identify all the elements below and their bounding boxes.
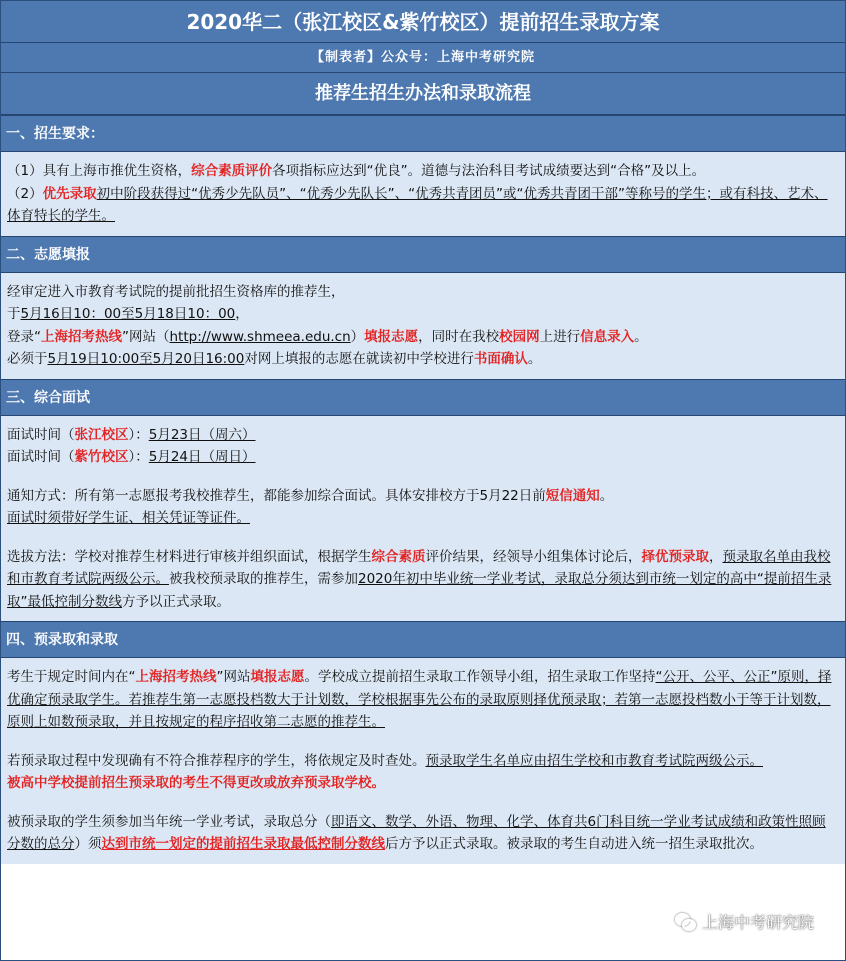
- text-segment: 。: [599, 487, 614, 504]
- text-segment: 5月23日（周六）: [148, 426, 256, 443]
- text-segment: 考生于规定时间内在“: [7, 669, 136, 685]
- document-title: 2020华二（张江校区&紫竹校区）提前招生录取方案: [1, 1, 845, 43]
- paragraph: [7, 160, 837, 183]
- section-header-interview: 三、综合面试: [1, 379, 845, 416]
- text-segment: 经审定进入市教育考试院的提前批招生资格库的推荐生，: [7, 283, 345, 300]
- text-segment: 。学校成立提前招生录取工作领导小组，招生录取工作坚持: [304, 669, 656, 685]
- text-segment: 择优预录取: [641, 548, 709, 565]
- paragraph-gap: [7, 530, 837, 546]
- text-segment: 被高中学校提前招生预录取的考生不得更改或放弃预录取学校。: [7, 775, 385, 791]
- section-application: [1, 236, 845, 379]
- text-segment: ”网站: [216, 669, 251, 685]
- paragraph-gap: [7, 795, 837, 811]
- text-segment: 5月24日（周日）: [148, 449, 256, 465]
- text-segment: 被预录取的学生须参加当年统一学业考试，录取总分（: [7, 813, 331, 830]
- text-segment: 预录取学生名单应由招生学校和市教育考试院两级公示。: [425, 752, 763, 769]
- text-segment: 。: [527, 351, 542, 367]
- text-segment: 填报志愿: [250, 669, 305, 685]
- watermark-text: 上海中考研究院: [701, 913, 814, 932]
- text-segment: 达到市统一划定的提前招生录取最低控制分数线: [101, 836, 385, 852]
- text-segment: 必须于: [7, 351, 48, 367]
- text-segment: 方予以正式录取。: [122, 593, 230, 610]
- paragraph: [7, 772, 837, 795]
- text-segment: 若推荐生第一志愿投档数大于计划数，学校根据事先公布的录取原则择优预录取；若第一志愿投档数小于等于计划数，原则上如数预录取，并且按规定的程序招收第二志愿的推荐生。: [7, 691, 831, 730]
- text-segment: 综合素质: [371, 548, 426, 565]
- text-segment: 书面确认: [473, 351, 528, 367]
- text-segment: 被我校预录取的推荐生，需参加: [169, 571, 358, 587]
- text-segment: “公开、公平、公正”原则，择优确定预录取学生。: [7, 669, 832, 708]
- section-header-application: 二、志愿填报: [1, 236, 845, 273]
- section-header-admission: 四、预录取和录取: [1, 621, 845, 658]
- text-segment: 紫竹校区: [74, 449, 129, 465]
- text-segment: 上进行: [539, 328, 581, 345]
- paragraph: [7, 750, 837, 773]
- text-segment: 预录取名单由我校和市教育考试院两级公示。: [7, 548, 831, 587]
- text-segment: （1）具有上海市推优生资格，: [7, 163, 192, 179]
- text-segment: 即语文、数学、外语、物理、化学、体育共6门科目统一学业考试成绩和政策性照顾分数的总分: [7, 813, 826, 852]
- text-segment: 若预录取过程中发现确有不符合推荐程序的学生，将依规定及时查处。: [7, 752, 426, 769]
- paragraph: [7, 811, 837, 856]
- text-segment: 短信通知: [545, 487, 600, 504]
- paragraph: [7, 666, 837, 734]
- wechat-icon: [675, 913, 695, 931]
- paragraph: [7, 348, 837, 371]
- paragraph: [7, 424, 837, 447]
- watermark: [675, 910, 814, 933]
- text-segment: 信息录入: [580, 328, 635, 345]
- paragraph: [7, 446, 837, 469]
- section-requirements: [1, 115, 845, 236]
- text-segment: 面试时间（: [7, 449, 75, 465]
- text-segment: 选拔方法：学校对推荐生材料进行审核并组织面试，根据学生: [7, 548, 372, 565]
- text-segment: 5月19日10:00至5月20日16:00: [47, 351, 245, 367]
- text-segment: 于: [7, 306, 21, 322]
- text-segment: ，同时在我校: [418, 328, 500, 345]
- text-segment: 评价结果，经领导小组集体讨论后，: [425, 548, 642, 565]
- text-segment: 后方予以正式录取。被录取的考生自动进入统一招生录取批次。: [385, 836, 763, 852]
- paragraph-gap: [7, 469, 837, 485]
- text-segment: 初中阶段获得过“优秀少先队员”、“优秀少先队长”、“优秀共青团员”或“优秀共青团干部”等称号的学生；或有科技、艺术、体育特长的学生。: [7, 185, 828, 224]
- text-segment: ）须: [74, 836, 102, 852]
- text-segment: ）：: [128, 426, 149, 443]
- section-admission: [1, 621, 845, 864]
- text-segment: ”网站（: [122, 328, 170, 345]
- text-segment: 上海招考热线: [135, 669, 217, 685]
- paragraph: [7, 183, 837, 228]
- text-segment: 通知方式：所有第一志愿报考我校推荐生，都能参加综合面试。具体安排校方于5月22日前: [7, 487, 546, 504]
- paragraph-gap: [7, 734, 837, 750]
- text-segment: 5月16日10：00至5月18日10：00: [20, 306, 236, 322]
- section-interview: [1, 379, 845, 622]
- section-body-interview: [1, 416, 845, 622]
- text-segment: 登录“: [7, 328, 41, 345]
- paragraph: [7, 507, 837, 530]
- text-segment: 。: [634, 328, 648, 345]
- text-segment: 填报志愿: [364, 328, 419, 345]
- section-header-requirements: 一、招生要求：: [1, 115, 845, 152]
- text-segment: （2）: [7, 185, 43, 202]
- section-body-application: [1, 273, 845, 379]
- text-segment: ，: [235, 306, 249, 322]
- main-heading: 推荐生招生办法和录取流程: [1, 73, 845, 115]
- text-segment: 面试时间（: [7, 426, 75, 443]
- text-segment: http://www.shmeea.edu.cn: [169, 328, 351, 345]
- text-segment: 各项指标应达到“优良”。道德与法治科目考试成绩要达到“合格”及以上。: [272, 163, 706, 179]
- section-body-admission: [1, 658, 845, 864]
- paragraph: [7, 281, 837, 304]
- section-body-requirements: [1, 152, 845, 236]
- text-segment: 面试时须带好学生证、相关凭证等证件。: [7, 510, 250, 526]
- paragraph: [7, 326, 837, 349]
- paragraph: [7, 303, 837, 326]
- text-segment: 优先录取: [42, 185, 97, 202]
- paragraph: [7, 485, 837, 508]
- text-segment: ）：: [128, 449, 149, 465]
- text-segment: 上海招考热线: [41, 328, 122, 345]
- text-segment: 2020年初中毕业统一学业考试，录取总分须达到市统一划定的高中“提前招生录取”最低控制分数线: [7, 571, 832, 610]
- text-segment: 对网上填报的志愿在就读初中学校进行: [244, 351, 474, 367]
- paragraph: [7, 546, 837, 614]
- text-segment: 校园网: [499, 328, 540, 345]
- text-segment: ）: [350, 328, 365, 345]
- document-subtitle: 【制表者】公众号：上海中考研究院: [1, 43, 845, 73]
- text-segment: ，: [709, 548, 723, 565]
- text-segment: 综合素质评价: [191, 163, 273, 179]
- text-segment: 张江校区: [74, 426, 129, 443]
